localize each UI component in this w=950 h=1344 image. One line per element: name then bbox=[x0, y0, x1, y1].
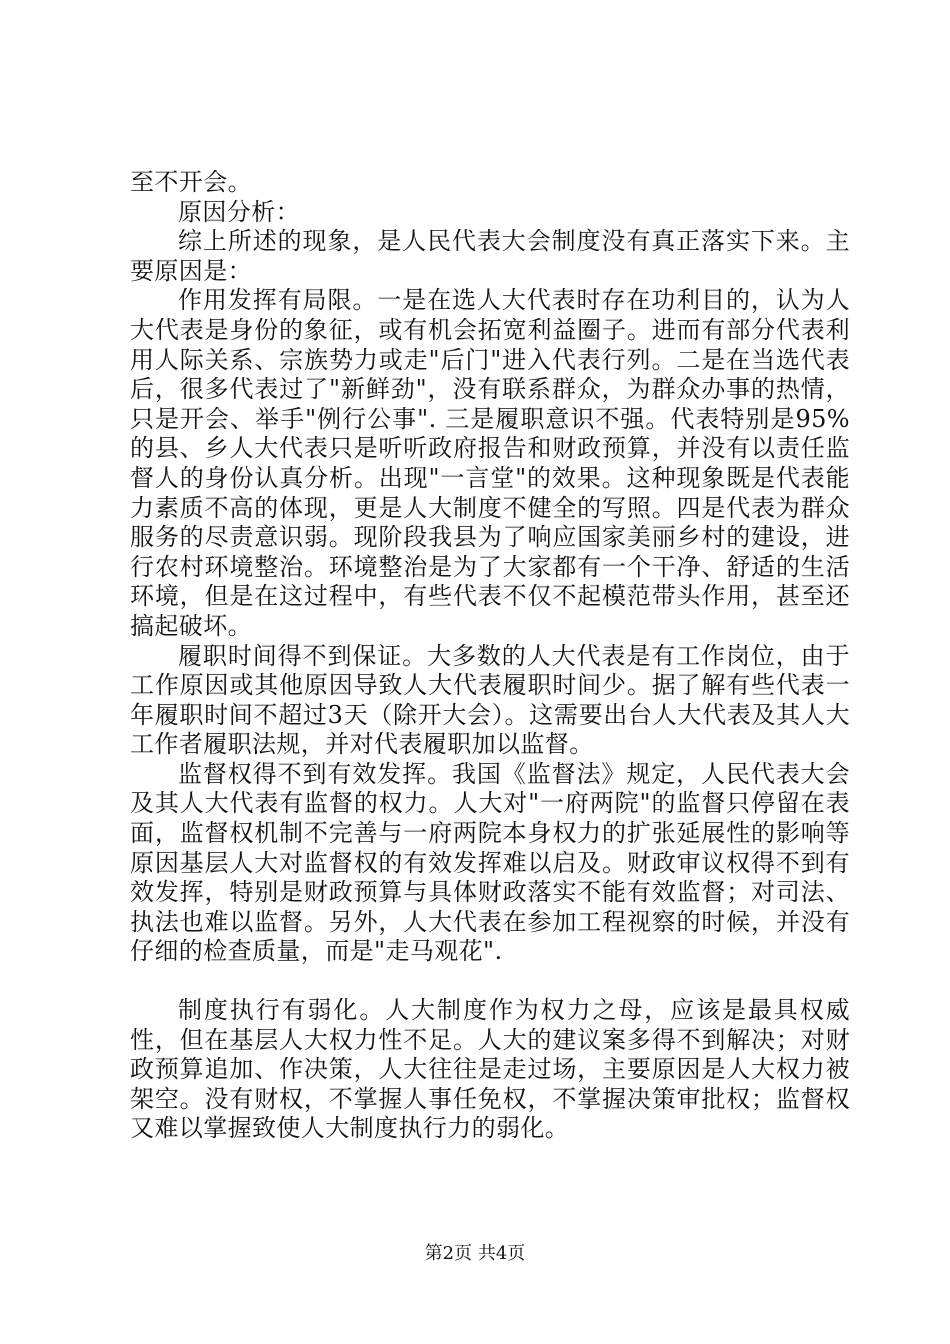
paragraph-summary: 综上所述的现象，是人民代表大会制度没有真正落实下来。主要原因是： bbox=[130, 227, 850, 285]
paragraph-limited-role: 作用发挥有局限。一是在选人大代表时存在功利目的，认为人大代表是身份的象征，或有机会拓宽利益圈子。进而有部分代表利用人际关系、宗族势力或走"后门"进入代表行列。二是在当选代表后，很多代表过了"新鲜劲"，没有联系群众，为群众办事的热情，只是开会、举手"例行公事". 三是履职意识不强。代表特别是95%的县、乡人大代表只是听听政府报告和财政预算，并没有以责任监督人的身份认真分析。出现"一言堂"的效果。这种现象既是代表能力素质不高的体现，更是人大制度不健全的写照。四是代表为群众服务的尽责意识弱。现阶段我县为了响应国家美丽乡村的建设，进行农村环境整治。环境整治是为了大家都有一个干净、舒适的生活环境，但是在这过程中，有些代表不仅不起模范带头作用，甚至还搞起破坏。 bbox=[130, 286, 850, 640]
paragraph-supervision: 监督权得不到有效发挥。我国《监督法》规定，人民代表大会及其人大代表有监督的权力。人大对"一府两院"的监督只停留在表面，监督权机制不完善与一府两院本身权力的扩张延展性的影响等原因基层人大对监督权的有效发挥难以启及。财政审议权得不到有效发挥，特别是财政预算与具体财政落实不能有效监督；对司法、执法也难以监督。另外，人大代表在参加工程视察的时候，并没有仔细的检查质量，而是"走马观花". bbox=[130, 759, 850, 966]
page-number-footer: 第2页 共4页 bbox=[424, 1243, 526, 1264]
paragraph-cause-heading: 原因分析： bbox=[178, 197, 300, 226]
paragraph-system-weakened: 制度执行有弱化。人大制度作为权力之母，应该是最具权威性，但在基层人大权力性不足。人大的建议案多得不到解决；对财政预算追加、作决策，人大往往是走过场，主要原因是人大权力被架空。没有财权，不掌握人事任免权，不掌握决策审批权；监督权又难以掌握致使人大制度执行力的弱化。 bbox=[130, 996, 850, 1143]
paragraph-duty-time: 履职时间得不到保证。大多数的人大代表是有工作岗位，由于工作原因或其他原因导致人大代表履职时间少。据了解有些代表一年履职时间不超过3天（除开大会）。这需要出台人大代表及其人大工作者履职法规，并对代表履职加以监督。 bbox=[130, 641, 850, 759]
document-page bbox=[130, 0, 850, 1344]
document-body bbox=[130, 168, 850, 1144]
paragraph-continuation: 至不开会。 bbox=[130, 168, 252, 196]
